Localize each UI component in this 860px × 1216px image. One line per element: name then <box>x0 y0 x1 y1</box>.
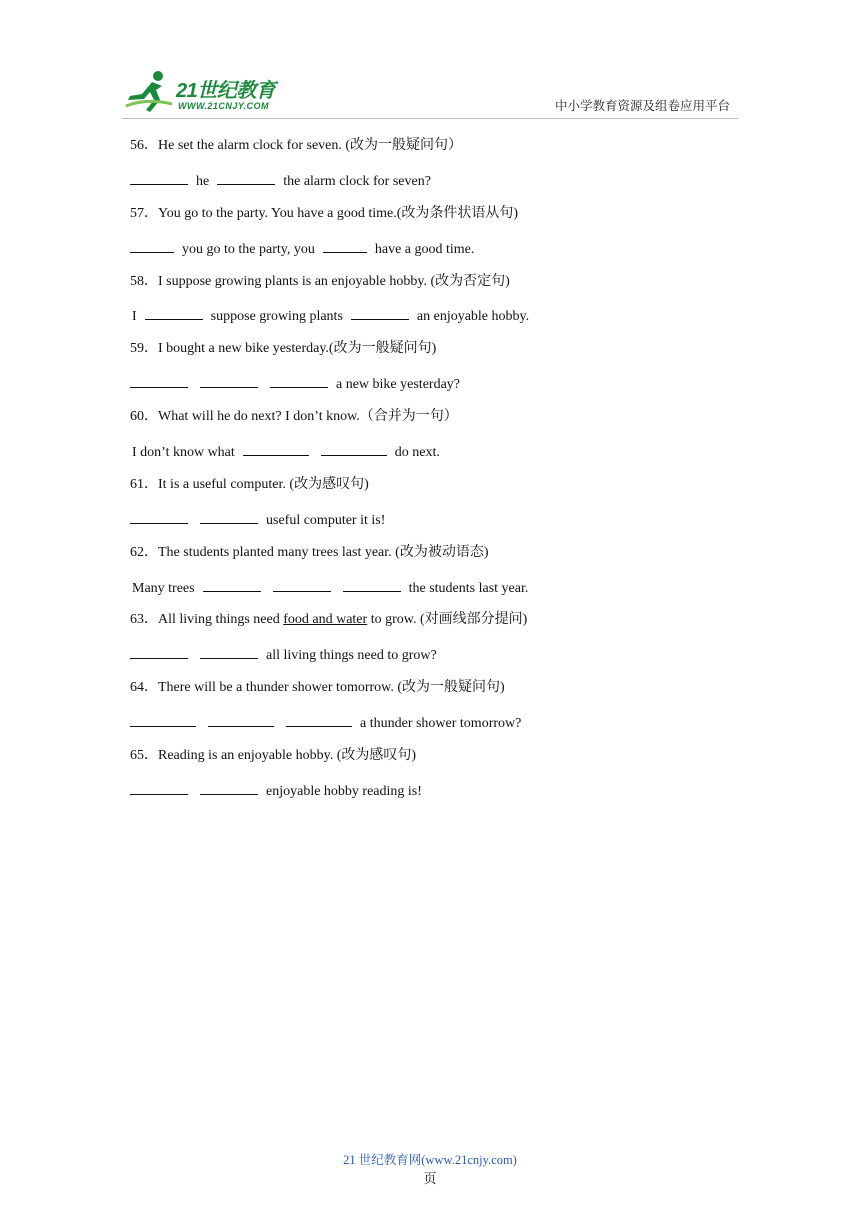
footer-page-label: 页 <box>423 1171 437 1186</box>
answer-blank[interactable] <box>130 780 188 795</box>
answer-blank[interactable] <box>208 712 274 727</box>
question-65-prompt: 65．Reading is an enjoyable hobby. (改为感叹句) <box>130 748 417 764</box>
question-56-answer: he the alarm clock for seven? <box>130 170 750 190</box>
answer-blank[interactable] <box>130 712 196 727</box>
answer-blank[interactable] <box>203 577 261 592</box>
answer-blank[interactable] <box>130 373 188 388</box>
question-60-answer: I don’t know what do next. <box>130 441 750 461</box>
answer-blank[interactable] <box>130 238 174 253</box>
question-60-prompt: 60．What will he do next? I don’t know.（合并为一句） <box>130 409 458 425</box>
answer-blank[interactable] <box>217 170 275 185</box>
answer-blank[interactable] <box>323 238 367 253</box>
answer-blank[interactable] <box>321 441 387 456</box>
question-57-answer: you go to the party, you have a good time. <box>130 238 750 258</box>
question-58-answer: I suppose growing plants an enjoyable hobby. <box>130 305 750 325</box>
answer-blank[interactable] <box>130 509 188 524</box>
answer-blank[interactable] <box>343 577 401 592</box>
runner-logo-icon <box>122 68 176 114</box>
question-63-prompt: 63．All living things need food and water to grow. (对画线部分提问) <box>130 612 528 628</box>
answer-blank[interactable] <box>200 644 258 659</box>
question-58-prompt: 58．I suppose growing plants is an enjoyable hobby. (改为否定句) <box>130 273 510 289</box>
footer-site-link[interactable]: 21 世纪教育网(www.21cnjy.com) <box>343 1153 517 1167</box>
logo-text: 21世纪教育 <box>176 80 276 102</box>
answer-blank[interactable] <box>200 373 258 388</box>
site-logo[interactable] <box>122 68 292 116</box>
exercise-list <box>130 136 750 814</box>
logo-url: WWW.21CNJY.COM <box>178 101 270 111</box>
page-header <box>0 0 860 122</box>
question-57-prompt: 57．You go to the party. You have a good time.(改为条件状语从句) <box>130 205 519 221</box>
question-62-prompt: 62．The students planted many trees last year. (改为被动语态) <box>130 544 489 560</box>
question-59-answer: a new bike yesterday? <box>130 373 750 393</box>
answer-blank[interactable] <box>145 305 203 320</box>
question-64-prompt: 64．There will be a thunder shower tomorrow. (改为一般疑问句) <box>130 680 505 696</box>
question-56-prompt: 56．He set the alarm clock for seven. (改为一般疑问句） <box>130 138 463 153</box>
answer-blank[interactable] <box>273 577 331 592</box>
question-63-answer: all living things need to grow? <box>130 644 750 664</box>
question-65-answer: enjoyable hobby reading is! <box>130 780 750 800</box>
question-62-answer: Many trees the students last year. <box>130 577 750 597</box>
answer-blank[interactable] <box>351 305 409 320</box>
question-61-answer: useful computer it is! <box>130 509 750 529</box>
answer-blank[interactable] <box>130 644 188 659</box>
answer-blank[interactable] <box>270 373 328 388</box>
answer-blank[interactable] <box>243 441 309 456</box>
header-divider <box>122 118 738 119</box>
question-59-prompt: 59．I bought a new bike yesterday.(改为一般疑问句) <box>130 341 437 357</box>
underlined-phrase: food and water <box>283 612 368 628</box>
question-61-prompt: 61．It is a useful computer. (改为感叹句) <box>130 476 369 492</box>
answer-blank[interactable] <box>286 712 352 727</box>
answer-blank[interactable] <box>130 170 188 185</box>
question-64-answer: a thunder shower tomorrow? <box>130 712 750 732</box>
answer-blank[interactable] <box>200 509 258 524</box>
answer-blank[interactable] <box>200 780 258 795</box>
platform-title: 中小学教育资源及组卷应用平台 <box>554 99 730 113</box>
